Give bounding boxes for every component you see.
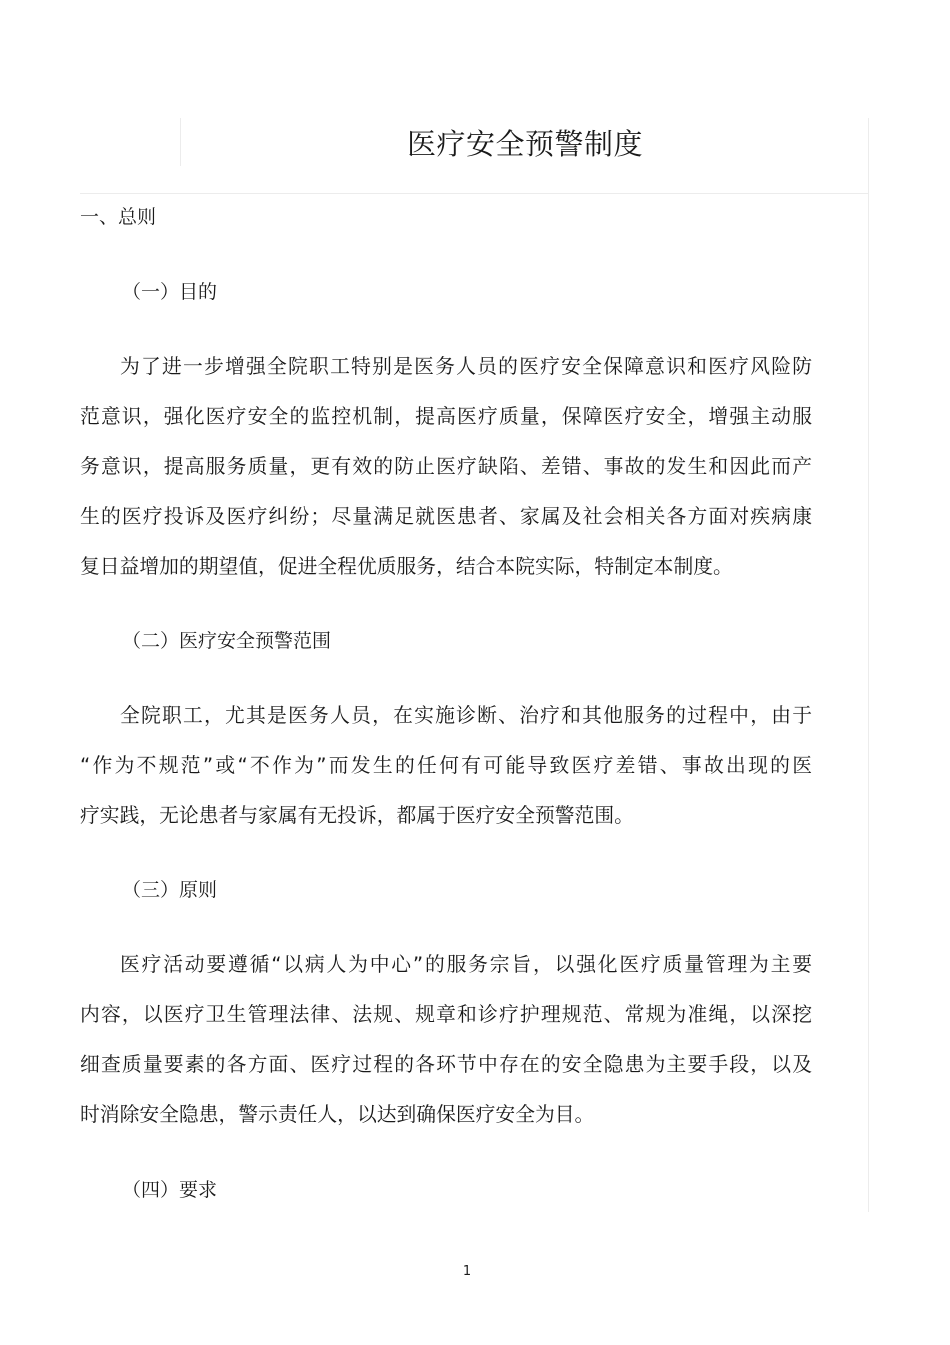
subsection-heading-requirements: （四）要求 [122,1179,218,1201]
document-title: 医疗安全预警制度 [406,127,643,161]
frame-line-right [868,118,869,1212]
subsection-heading-purpose: （一）目的 [122,281,218,303]
paragraph-line: 务意识，提高服务质量，更有效的防止医疗缺陷、差错、事故的发生和因此而产 [80,455,812,478]
paragraph-line: 内容，以医疗卫生管理法律、法规、规章和诊疗护理规范、常规为准绳，以深挖 [80,1003,812,1026]
paragraph-scope [80,691,812,841]
paragraph-line: 生的医疗投诉及医疗纠纷；尽量满足就医患者、家属及社会相关各方面对疾病康 [80,505,812,528]
paragraph-line: 细查质量要素的各方面、医疗过程的各环节中存在的安全隐患为主要手段，以及 [80,1053,812,1076]
paragraph-line: 疗实践，无论患者与家属有无投诉，都属于医疗安全预警范围。 [80,804,634,827]
section-heading: 一、总则 [80,206,157,228]
paragraph-line: 医疗活动要遵循“以病人为中心”的服务宗旨，以强化医疗质量管理为主要 [120,953,812,976]
page-number: 1 [462,1264,472,1279]
paragraph-line: 全院职工，尤其是医务人员，在实施诊断、治疗和其他服务的过程中，由于 [120,704,812,727]
paragraph-principle [80,940,812,1140]
paragraph-line: 为了进一步增强全院职工特别是医务人员的医疗安全保障意识和医疗风险防 [120,355,812,378]
paragraph-line: 时消除安全隐患，警示责任人，以达到确保医疗安全为目。 [80,1103,595,1126]
paragraph-purpose [80,342,812,592]
paragraph-line: “作为不规范”或“不作为”而发生的任何有可能导致医疗差错、事故出现的医 [80,754,812,777]
subsection-heading-scope: （二）医疗安全预警范围 [122,630,332,652]
subsection-heading-principle: （三）原则 [122,879,218,901]
paragraph-line: 范意识，强化医疗安全的监控机制，提高医疗质量，保障医疗安全，增强主动服 [80,405,812,428]
frame-line-horizontal [80,193,869,194]
paragraph-line: 复日益增加的期望值，促进全程优质服务，结合本院实际，特制定本制度。 [80,555,733,578]
